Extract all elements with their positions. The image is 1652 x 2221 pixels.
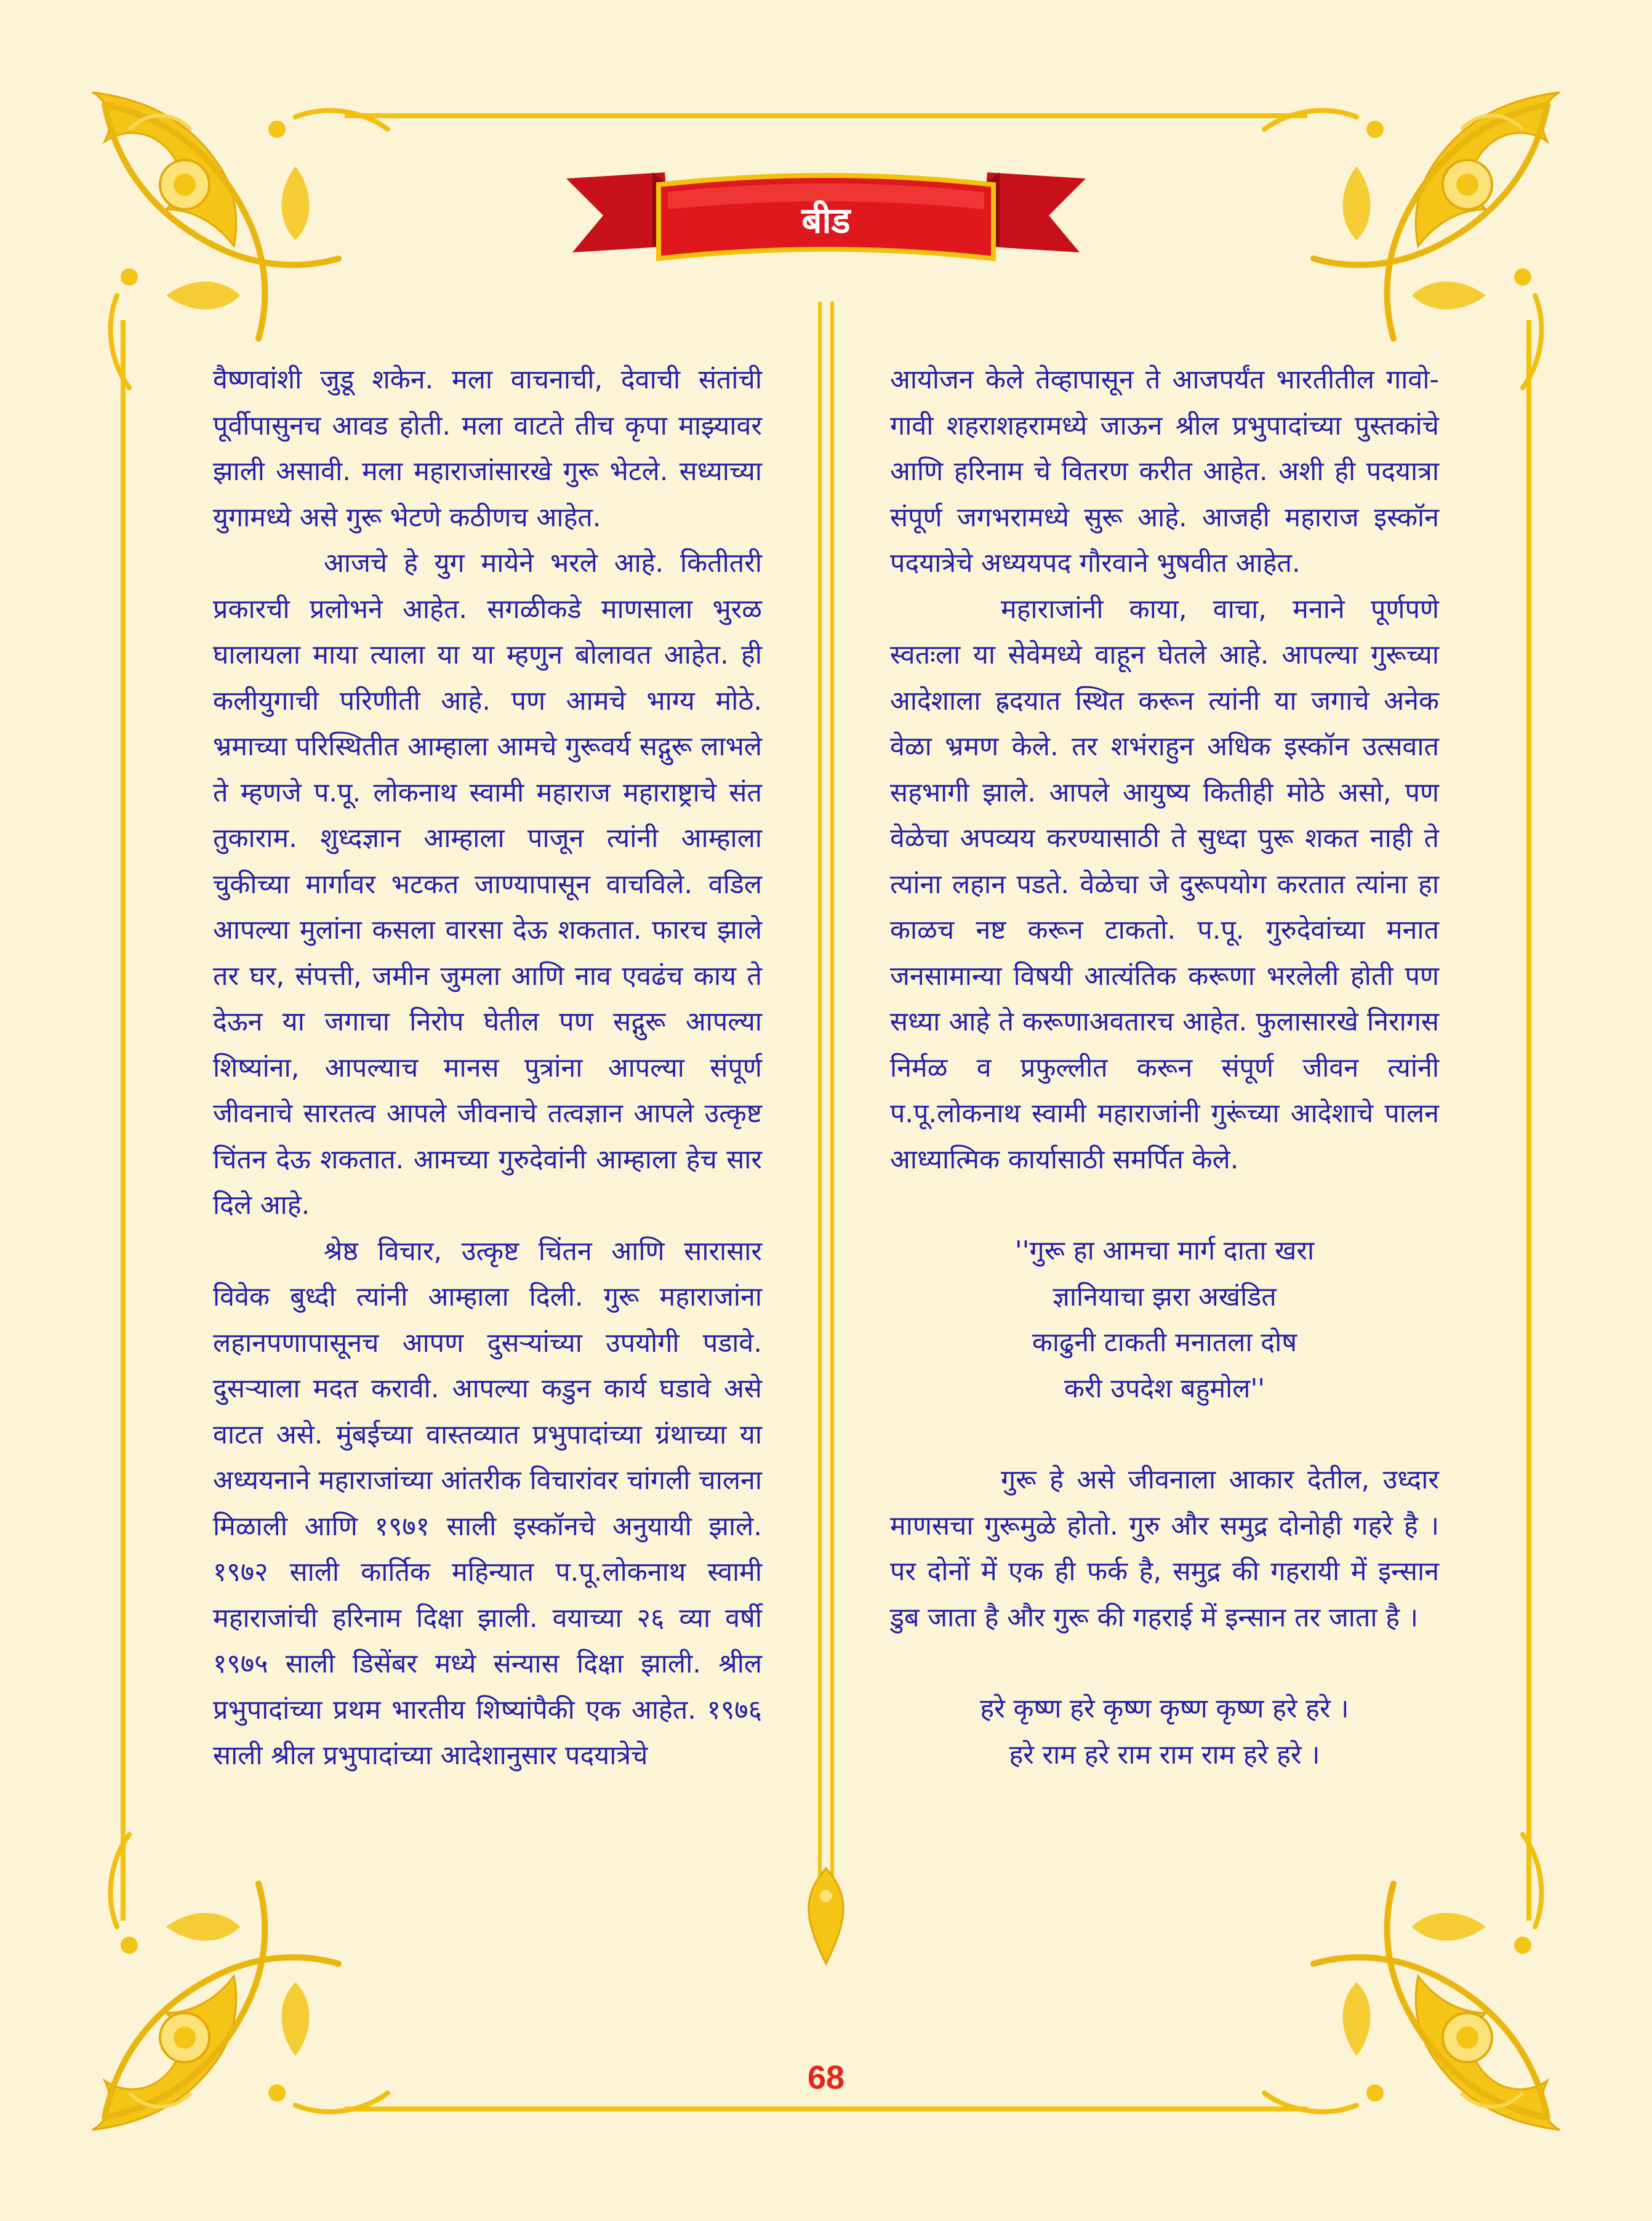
mantra-line: हरे राम हरे राम राम राम हरे हरे । [1009, 1739, 1320, 1770]
abhang-quote [890, 1228, 1439, 1412]
left-text-column [213, 357, 762, 1779]
quote-line: काढुनी टाकती मनातला दोष [1032, 1327, 1297, 1358]
paragraph: श्रेष्ठ विचार, उत्कृष्ट चिंतन आणि सारासार विवेक बुध्दी त्यांनी आम्हाला दिली. गुरू महाराजांना लहानपणापासूनच आपण दुसऱ्यांच्या उपयोगी पडावे. दुसऱ्याला मदत करावी. आपल्या कडुन कार्य घडावे असे वाटत असे. मुंबईच्या वास्तव्यात प्रभुपादांच्या ग्रंथाच्या या अध्ययनाने महाराजांच्या आंतरीक विचारांवर चांगली चालना मिळाली आणि १९७१ साली इस्कॉनचे अनुयायी झाले. १९७२ साली कार्तिक महिन्यात प.पू.लोकनाथ स्वामी महाराजांची हरिनाम दिक्षा झाली. वयाच्या २६ व्या वर्षी १९७५ साली डिसेंबर मध्ये संन्यास दिक्षा झाली. श्रील प्रभुपादांच्या प्रथम भारतीय शिष्यांपैकी एक आहेत. १९७६ साली श्रील प्रभुपादांच्या आदेशानुसार पदयात्रेचे [213, 1235, 762, 1771]
paragraph: गुरू हे असे जीवनाला आकार देतील, उध्दार माणसचा गुरूमुळे होतो. गुरु और समुद्र दोनोही गहरे है । पर दोनों में एक ही फर्क है, समुद्र की गहरायी में इन्सान डुब जाता है और गुरू की गहराई में इन्सान तर जाता है । [890, 1464, 1439, 1633]
mantra [890, 1686, 1439, 1778]
quote-line: ज्ञानियाचा झरा अखंडित [1053, 1281, 1277, 1312]
quote-line: ''गुरू हा आमचा मार्ग दाता खरा [1014, 1235, 1315, 1266]
paragraph: आजचे हे युग मायेने भरले आहे. कितीतरी प्रकारची प्रलोभने आहेत. सगळीकडे माणसाला भुरळ घालायला माया त्याला या या म्हणुन बोलावत आहेत. ही कलीयुगाची परिणीती आहे. पण आमचे भाग्य मोठे. भ्रमाच्या परिस्थितीत आम्हाला आमचे गुरूवर्य सद्गुरू लाभले ते म्हणजे प.पू. लोकनाथ स्वामी महाराज महाराष्ट्राचे संत तुकाराम. शुध्दज्ञान आम्हाला पाजून त्यांनी आम्हाला चुकीच्या मार्गावर भटकत जाण्यापासून वाचविले. वडिल आपल्या मुलांना कसला वारसा देऊ शकतात. फारच झाले तर घर, संपत्ती, जमीन जुमला आणि नाव एवढंच काय ते देऊन या जगाचा निरोप घेतील पण सद्गुरू आपल्या शिष्यांना, आपल्याच मानस पुत्रांना आपल्या संपूर्ण जीवनाचे सारतत्व आपले जीवनाचे तत्वज्ञान आपले उत्कृष्ट चिंतन देऊ शकतात. आमच्या गुरुदेवांनी आम्हाला हेच सार दिले आहे. [213, 548, 763, 1221]
paragraph: महाराजांनी काया, वाचा, मनाने पूर्णपणे स्वतःला या सेवेमध्ये वाहून घेतले आहे. आपल्या गुरूच्या आदेशाला ह्रदयात स्थित करून त्यांनी या जगाचे अनेक वेळा भ्रमण केले. तर शभंराहुन अधिक इस्कॉन उत्सवात सहभागी झाले. आपले आयुष्य कितीही मोठे असो, पण वेळेचा अपव्यय करण्यासाठी ते सुध्दा पुरू शकत नाही ते त्यांना लहान पडते. वेळेचा जे दुरूपयोग करतात त्यांना हा काळच नष्ट करून टाकतो. प.पू. गुरुदेवांच्या मनात जनसामान्या विषयी आत्यंतिक करूणा भरलेली होती पण सध्या आहे ते करूणाअवतारच आहेत. फुलासारखे निरागस निर्मळ व प्रफुल्लीत करून संपूर्ण जीवन त्यांनी प.पू.लोकनाथ स्वामी महाराजांनी गुरूंच्या आदेशाचे पालन आध्यात्मिक कार्यासाठी समर्पित केले. [890, 593, 1439, 1175]
column-divider [789, 302, 863, 2105]
mantra-line: हरे कृष्ण हरे कृष्ण कृष्ण कृष्ण हरे हरे । [980, 1693, 1349, 1724]
paragraph: वैष्णवांशी जुडू शकेन. मला वाचनाची, देवाची संतांची पूर्वीपासुनच आवड होती. मला वाटते तीच कृपा माझ्यावर झाली असावी. मला महाराजांसारखे गुरू भेटले. सध्याच्या युगामध्ये असे गुरू भेटणे कठीणच आहेत. [213, 364, 762, 533]
page-number: 68 [807, 2059, 845, 2096]
right-text-column [890, 357, 1439, 1778]
page-title: बीड [801, 199, 851, 241]
paragraph: आयोजन केले तेव्हापासून ते आजपर्यंत भारतीतील गावो-गावी शहराशहरामध्ये जाऊन श्रील प्रभुपादांच्या पुस्तकांचे आणि हरिनाम चे वितरण करीत आहेत. अशी ही पदयात्रा संपूर्ण जगभरामध्ये सुरू आहे. आजही महाराज इस्कॉन पदयात्रेचे अध्ययपद गौरवाने भुषवीत आहेत. [890, 364, 1439, 579]
quote-line: करी उपदेश बहुमोल'' [1064, 1373, 1265, 1404]
